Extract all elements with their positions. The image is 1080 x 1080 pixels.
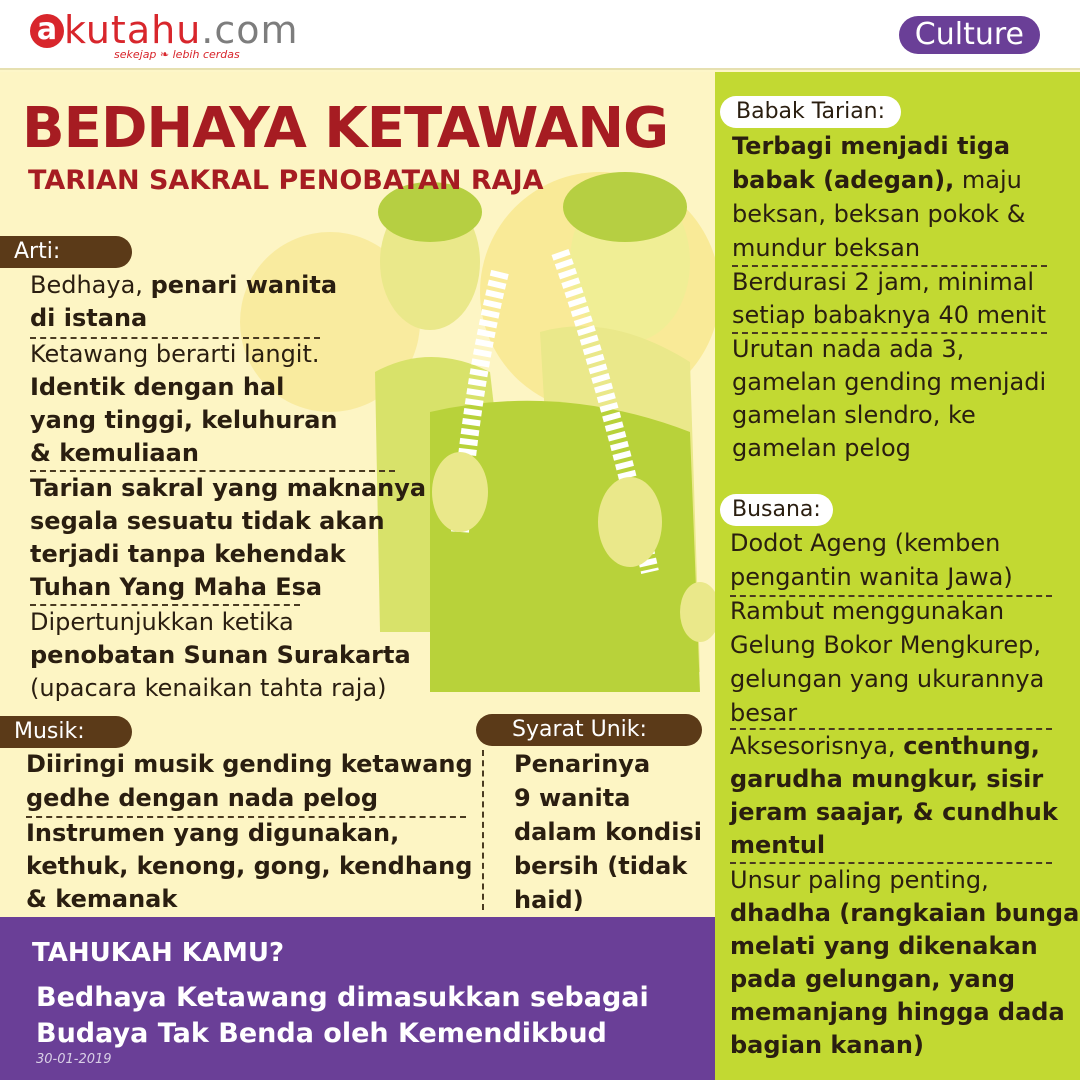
vertical-divider <box>482 750 484 910</box>
arti-b1-line2: di istana <box>30 304 148 332</box>
logo-wordmark <box>64 8 299 52</box>
logo-mark: a <box>30 14 64 48</box>
babak-b2-line1: Berdurasi 2 jam, minimal <box>732 268 1035 296</box>
busana-b4-line3: melati yang dikenakan <box>730 932 1038 960</box>
arti-b2-line3: yang tinggi, keluhuran <box>30 406 338 434</box>
fact-line2: Budaya Tak Benda oleh Kemendikbud <box>36 1018 607 1049</box>
logo-domain: .com <box>201 8 299 52</box>
syarat-line5: haid) <box>514 886 584 914</box>
arti-b3-line4: Tuhan Yang Maha Esa <box>30 573 323 601</box>
busana-label: Busana: <box>720 494 833 526</box>
busana-b2-line3: gelungan yang ukurannya <box>730 665 1045 693</box>
arti-b1-line1 <box>30 269 337 303</box>
babak-label: Babak Tarian: <box>720 96 901 128</box>
busana-b4-line6: bagian kanan) <box>730 1031 924 1059</box>
arti-b3-line3: terjadi tanpa kehendak <box>30 540 346 568</box>
busana-b4-line1: Unsur paling penting, <box>730 866 989 894</box>
arti-label: Arti: <box>0 236 132 268</box>
babak-b1-bold: babak (adegan), <box>732 166 955 194</box>
busana-b3-line1 <box>730 730 1040 764</box>
babak-b3-line3: gamelan slendro, ke <box>732 401 976 429</box>
arti-b2-line2: Identik dengan hal <box>30 373 285 401</box>
logo-tagline: sekejap ❧ lebih cerdas <box>114 48 240 61</box>
arti-b4-line3: (upacara kenaikan tahta raja) <box>30 674 387 702</box>
arti-b2-line4: & kemuliaan <box>30 439 199 467</box>
fact-line1: Bedhaya Ketawang dimasukkan sebagai <box>36 982 649 1013</box>
babak-b1-line1: Terbagi menjadi tiga <box>732 132 1011 160</box>
busana-b3-bold: centhung, <box>903 732 1040 760</box>
syarat-line1: Penarinya <box>514 750 651 778</box>
busana-b4-line2: dhadha (rangkaian bunga <box>730 899 1080 927</box>
busana-b3-text: Aksesorisnya, <box>730 732 904 760</box>
syarat-line3: dalam kondisi <box>514 818 702 846</box>
busana-b1-line1: Dodot Ageng (kemben <box>730 529 1001 557</box>
fact-text <box>36 980 649 1052</box>
babak-b1-text: maju <box>954 166 1022 194</box>
arti-b1-bold: penari wanita <box>150 271 338 299</box>
fact-heading: TAHUKAH KAMU? <box>32 938 285 968</box>
busana-b2-line1: Rambut menggunakan <box>730 597 1005 625</box>
arti-b3-line2: segala sesuatu tidak akan <box>30 507 385 535</box>
babak-b3-line2: gamelan gending menjadi <box>732 368 1047 396</box>
busana-b4-line5: memanjang hingga dada <box>730 998 1065 1026</box>
page-subtitle: TARIAN SAKRAL PENOBATAN RAJA <box>28 165 544 196</box>
logo-name: kutahu <box>64 8 202 52</box>
babak-b1-line4: mundur beksan <box>732 234 921 262</box>
arti-b1-text: Bedhaya, <box>30 271 151 299</box>
page-title: BEDHAYA KETAWANG <box>22 96 669 161</box>
babak-b2-line2: setiap babaknya 40 menit <box>732 301 1047 329</box>
syarat-line2: 9 wanita <box>514 784 631 812</box>
header-bar <box>0 0 1080 70</box>
category-badge[interactable]: Culture <box>899 16 1040 54</box>
musik-b1-line1: Diiringi musik gending ketawang <box>26 750 473 778</box>
arti-b4-line2: penobatan Sunan Surakarta <box>30 641 411 669</box>
publish-date: 30-01-2019 <box>36 1052 112 1067</box>
busana-b1-line2: pengantin wanita Jawa) <box>730 563 1013 591</box>
babak-b3-line4: gamelan pelog <box>732 434 911 462</box>
musik-b2-line1: Instrumen yang digunakan, <box>26 819 400 847</box>
busana-b3-line2: garudha mungkur, sisir <box>730 765 1044 793</box>
arti-b3-line1: Tarian sakral yang maknanya <box>30 474 427 502</box>
syarat-label: Syarat Unik: <box>476 714 702 746</box>
arti-b2-line1: Ketawang berarti langit. <box>30 340 320 368</box>
arti-b4-line1: Dipertunjukkan ketika <box>30 608 294 636</box>
babak-b3-line1: Urutan nada ada 3, <box>732 335 965 363</box>
busana-b2-line2: Gelung Bokor Mengkurep, <box>730 631 1041 659</box>
busana-b3-line3: jeram saajar, & cundhuk <box>730 798 1058 826</box>
site-logo[interactable] <box>30 8 299 61</box>
musik-b2-line2: kethuk, kenong, gong, kendhang <box>26 852 473 880</box>
musik-b2-line3: & kemanak <box>26 885 178 913</box>
busana-b3-line4: mentul <box>730 831 826 859</box>
musik-label: Musik: <box>0 716 132 748</box>
syarat-line4: bersih (tidak <box>514 852 688 880</box>
babak-b1-line2 <box>732 164 1022 198</box>
babak-b1-line3: beksan, beksan pokok & <box>732 200 1026 228</box>
busana-b4-line4: pada gelungan, yang <box>730 965 1015 993</box>
busana-b2-line4: besar <box>730 699 798 727</box>
musik-b1-line2: gedhe dengan nada pelog <box>26 784 379 812</box>
